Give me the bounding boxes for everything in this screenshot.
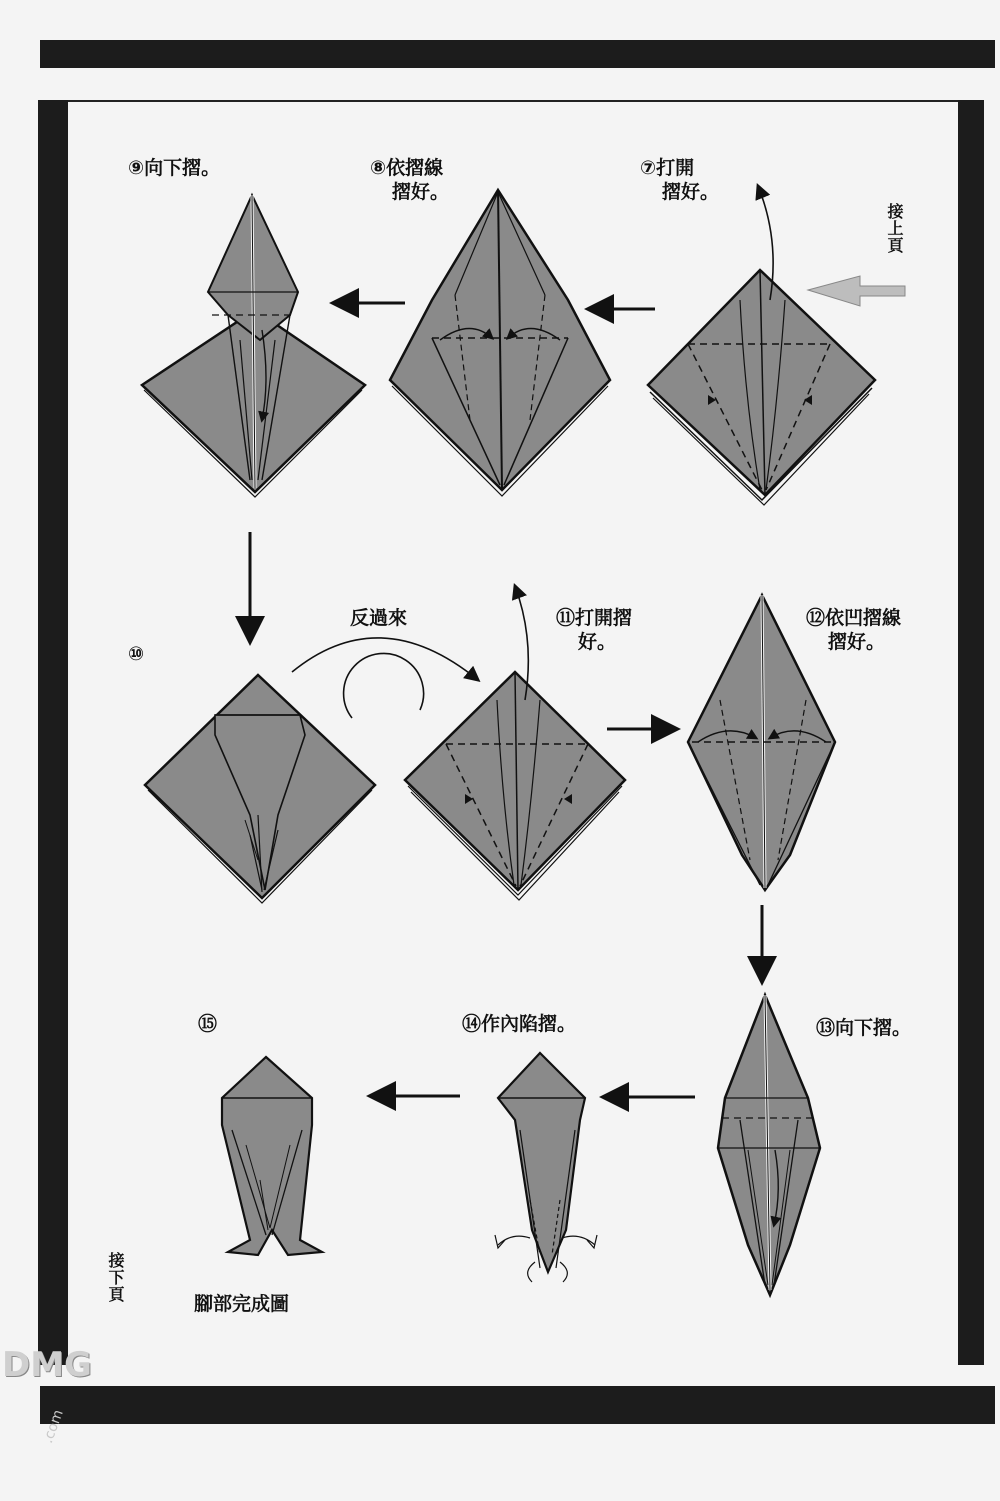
step-12-diagram (688, 595, 835, 890)
step-10-diagram (145, 675, 375, 903)
flip-over-label: 反過來 (350, 607, 408, 629)
watermark-logo: DMG (2, 1345, 92, 1385)
step-9-label: ⑨向下摺。 (128, 157, 221, 179)
step-7-label-line2: 摺好。 (662, 181, 720, 203)
step-15-diagram (222, 1057, 322, 1255)
continue-arrow-icon (808, 276, 905, 306)
step-14-label: ⑭作內陷摺。 (462, 1013, 577, 1035)
step-9-diagram (142, 195, 365, 497)
watermark-domain: .com (40, 1407, 67, 1446)
step-7-diagram (648, 186, 875, 505)
step-8-label-line1: ⑧依摺線 (370, 157, 444, 179)
step-7-label-line1: ⑦打開 (640, 157, 695, 179)
continue-to-label: 接下頁 (106, 1252, 125, 1303)
step-11-diagram (405, 586, 625, 900)
step-14-diagram (495, 1053, 597, 1282)
step-11-label-line2: 好。 (578, 631, 617, 653)
step-12-label-line2: 摺好。 (828, 631, 886, 653)
step-10-label: ⑩ (128, 643, 145, 665)
step-15-caption: 腳部完成圖 (194, 1293, 290, 1315)
continue-from-label: 接上頁 (885, 203, 904, 254)
step-8-label-line2: 摺好。 (392, 181, 450, 203)
step-13-diagram (718, 995, 820, 1295)
step-8-diagram (390, 190, 610, 496)
step-12-label-line1: ⑫依凹摺線 (806, 607, 902, 629)
step-11-label-line1: ⑪打開摺 (556, 607, 633, 629)
flip-over-icon (292, 638, 478, 718)
step-13-label: ⑬向下摺。 (816, 1017, 912, 1039)
step-15-label: ⑮ (198, 1013, 218, 1035)
